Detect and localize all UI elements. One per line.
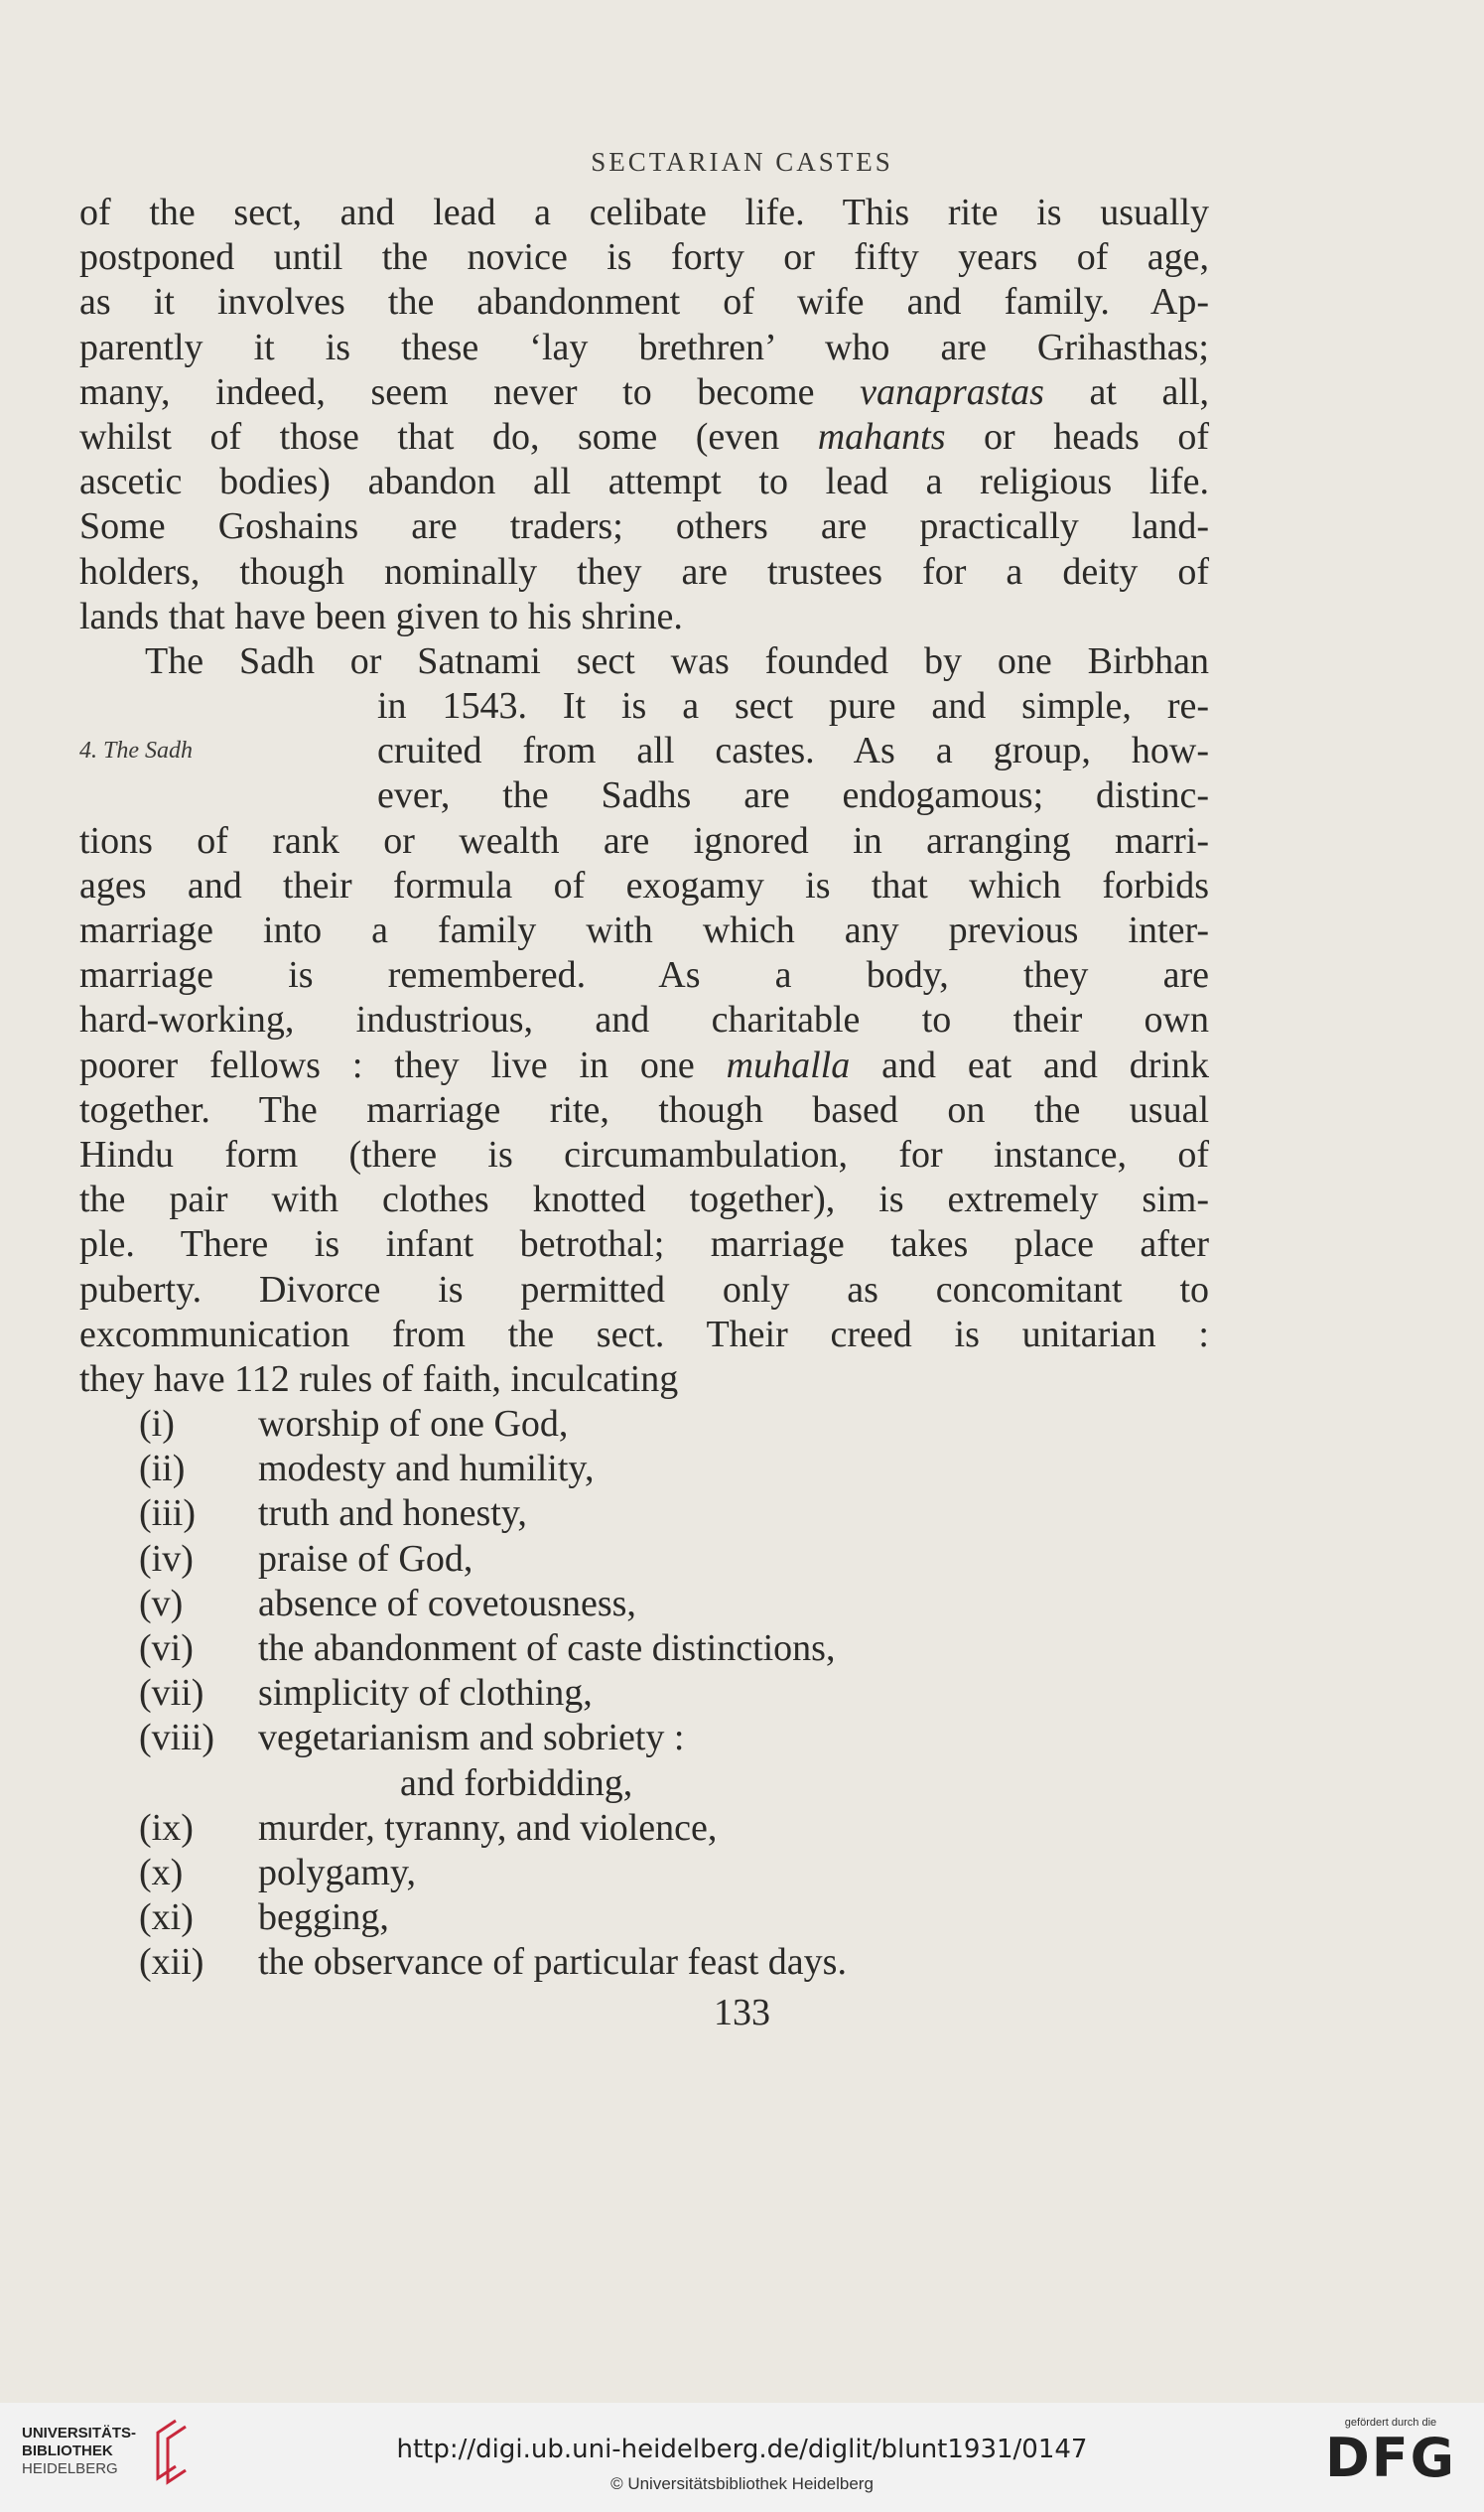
list-item-number: (i): [139, 1403, 175, 1446]
text-line: poorer fellows : they live in one muhalla and eat and drink: [79, 1044, 1210, 1086]
list-item: [139, 1491, 1209, 1536]
list-item-number: (vii): [139, 1672, 204, 1715]
text-line: marriage is remembered. As a body, they are: [79, 954, 1209, 997]
text-line: the pair with clothes knotted together), is extremely sim-: [79, 1179, 1209, 1221]
list-item-number: (xi): [139, 1896, 194, 1939]
text-line: Some Goshains are traders; others are practically land-: [79, 505, 1209, 548]
text-line: excommunication from the sect. Their creed is unitarian :: [79, 1313, 1209, 1355]
text-line: ages and their formula of exogamy is that which forbids: [79, 864, 1209, 907]
dfg-mark: DFG: [1324, 2427, 1456, 2489]
list-item-text: the observance of particular feast days.: [258, 1941, 847, 1984]
text-line: puberty. Divorce is permitted only as concomitant to: [79, 1268, 1209, 1311]
text-line: postponed until the novice is forty or fifty years of age,: [79, 236, 1209, 279]
funded-by-label: gefördert durch die: [1344, 2417, 1437, 2429]
list-item-text: murder, tyranny, and violence,: [258, 1806, 718, 1849]
text-line: ever, the Sadhs are endogamous; distinc-: [377, 774, 1209, 817]
list-item: [139, 1716, 1209, 1760]
list-item: [139, 1895, 1209, 1940]
list-item-text: truth and honesty,: [258, 1492, 527, 1535]
list-item: [139, 1626, 1209, 1671]
dfg-logo[interactable]: [1325, 2417, 1456, 2488]
margin-spacer: [79, 684, 377, 729]
list-item-text: begging,: [258, 1896, 389, 1939]
list-item-number: (vi): [139, 1627, 194, 1669]
list-item-text: modesty and humility,: [258, 1448, 595, 1490]
text-line: ple. There is infant betrothal; marriage takes place after: [79, 1223, 1209, 1266]
paragraph-2-side-lines: [79, 684, 1209, 819]
margin-note: 4. The Sadh: [79, 738, 193, 765]
list-item-text: the abandonment of caste distinctions,: [258, 1627, 836, 1669]
text-line: as it involves the abandonment of wife and family. Ap-: [79, 281, 1209, 324]
text-line: of the sect, and lead a celibate life. This rite is usually: [79, 192, 1209, 233]
list-item: [139, 1806, 1209, 1851]
page-number: 133: [714, 1992, 770, 2033]
text-line: marriage into a family with which any previous inter-: [79, 909, 1209, 951]
text-line: whilst of those that do, some (even mahants or heads of: [79, 415, 1209, 458]
list-item-text: worship of one God,: [258, 1403, 569, 1446]
list-item-number: (v): [139, 1582, 184, 1624]
list-item-text: vegetarianism and sobriety :: [258, 1717, 685, 1759]
paragraph-1: [79, 191, 1209, 639]
margin-spacer: [79, 773, 377, 818]
list-item: [139, 1582, 1209, 1626]
text-line: many, indeed, seem never to become vanaprastas at all,: [79, 370, 1209, 413]
list-item-number: (ix): [139, 1806, 194, 1849]
running-head: SECTARIAN CASTES: [591, 147, 893, 177]
text-line: holders, though nominally they are trustees for a deity of: [79, 550, 1209, 593]
list-item: [139, 1940, 1209, 1985]
rules-list: [139, 1402, 1209, 1985]
forbidden-items: [139, 1806, 1209, 1986]
list-item-number: (x): [139, 1851, 184, 1893]
list-item-text: polygamy,: [258, 1851, 417, 1893]
text-line: in 1543. It is a sect pure and simple, re-: [377, 685, 1209, 728]
text-line: cruited from all castes. As a group, how-: [377, 730, 1209, 772]
text-line: lands that have been given to his shrine.: [79, 595, 683, 637]
list-item-number: (viii): [139, 1717, 214, 1759]
list-item-text: absence of covetousness,: [258, 1582, 636, 1624]
list-item: [139, 1851, 1209, 1895]
text-line: Hindu form (there is circumambulation, for instance, of: [79, 1133, 1209, 1176]
text-line: parently it is these ‘lay brethren’ who are Grihasthas;: [79, 326, 1209, 368]
list-item-text: simplicity of clothing,: [258, 1672, 593, 1715]
side-row: [79, 729, 1209, 773]
text-line: they have 112 rules of faith, inculcating: [79, 1357, 679, 1400]
side-row: [79, 773, 1209, 818]
list-item: [139, 1402, 1209, 1447]
list-item: [139, 1671, 1209, 1716]
paragraph-2-first-line: The Sadh or Satnami sect was founded by one Birbhan: [145, 639, 1209, 682]
text-block: [79, 191, 1209, 1986]
list-item-number: (ii): [139, 1448, 186, 1490]
list-item-number: (xii): [139, 1941, 204, 1984]
forbidding-label: and forbidding,: [400, 1761, 633, 1804]
list-item: [139, 1447, 1209, 1491]
side-row: [79, 684, 1209, 729]
paragraph-2: [79, 819, 1209, 1402]
text-line: ascetic bodies) abandon all attempt to lead a religious life.: [79, 461, 1209, 503]
digitization-footer: [0, 2403, 1484, 2512]
text-line: hard-working, industrious, and charitable to their own: [79, 999, 1209, 1042]
text-line: tions of rank or wealth are ignored in arranging marri-: [79, 819, 1209, 862]
library-name: UNIVERSITÄTS- BIBLIOTHEK HEIDELBERG: [22, 2425, 137, 2477]
permalink[interactable]: http://digi.ub.uni-heidelberg.de/diglit/blunt1931/0147: [396, 2435, 1088, 2464]
list-item-number: (iv): [139, 1537, 194, 1580]
list-item: [139, 1537, 1209, 1582]
list-item-text: praise of God,: [258, 1537, 473, 1580]
copyright-notice: © Universitätsbibliothek Heidelberg: [610, 2474, 874, 2493]
list-item-number: (iii): [139, 1492, 196, 1535]
text-line: together. The marriage rite, though based on the usual: [79, 1088, 1209, 1131]
rules-items: [139, 1402, 1209, 1761]
